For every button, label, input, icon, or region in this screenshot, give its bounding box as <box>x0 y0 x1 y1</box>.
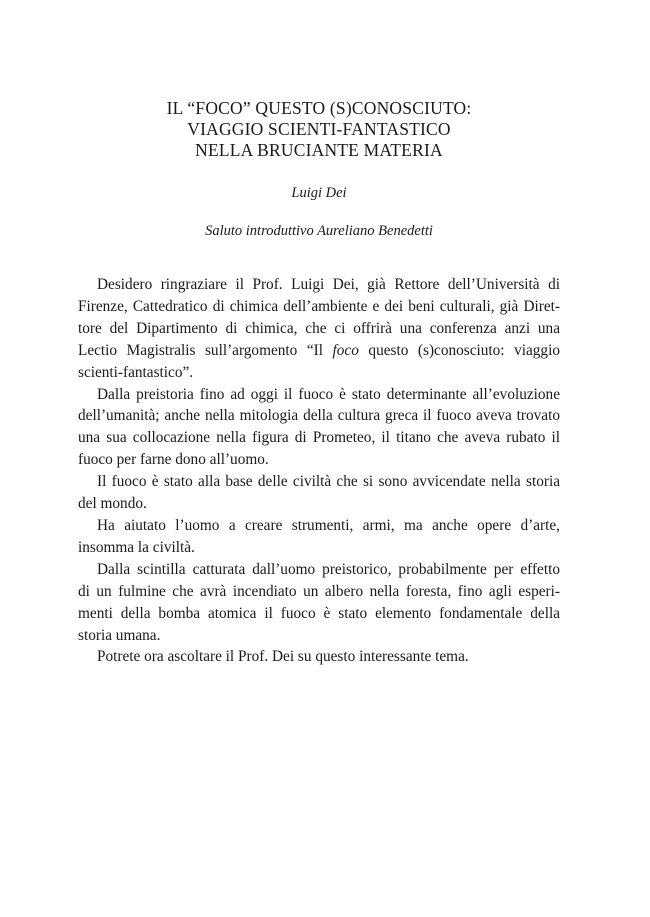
document-page <box>78 98 560 668</box>
text-line <box>78 340 560 362</box>
italic-word: foco <box>332 341 359 359</box>
text-line: Dalla scintilla catturata dall’uomo preistorico, probabilmente per effetto <box>97 560 560 578</box>
paragraph <box>78 274 560 384</box>
text-line: dell’umanità; anche nella mitologia della cultura greca il fuoco aveva trovato <box>78 407 560 425</box>
paragraph <box>78 646 560 668</box>
text-line: Il fuoco è stato alla base delle civiltà che si sono avvicendate nella storia <box>97 473 560 491</box>
text-line: tore del Dipartimento di chimica, che ci offrirà una conferenza anzi una <box>78 319 560 337</box>
text-line: menti della bomba atomica il fuoco è stato elemento fondamentale della <box>78 604 560 622</box>
text-line: Dalla preistoria fino ad oggi il fuoco è stato determinante all’evoluzione <box>97 385 560 403</box>
paragraph <box>78 515 560 559</box>
text-line: Firenze, Cattedratico di chimica dell’ambiente e dei beni culturali, già Diret- <box>78 297 560 315</box>
paragraph <box>78 384 560 472</box>
title-line: IL “FOCO” QUESTO (S)CONOSCIUTO: <box>166 98 472 118</box>
text-line: Potrete ora ascoltare il Prof. Dei su questo interessante tema. <box>97 648 469 666</box>
text-line: insomma la civiltà. <box>78 538 195 556</box>
text-line: scienti-fantastico”. <box>78 363 194 381</box>
author-name: Luigi Dei <box>291 185 347 201</box>
paragraph <box>78 559 560 647</box>
text-run: questo (s)conosciuto: viaggio <box>358 341 560 359</box>
introductory-greeting: Saluto introduttivo Aureliano Benedetti <box>205 223 433 239</box>
body-text <box>78 274 560 668</box>
text-line: di un fulmine che avrà incendiato un albero nella foresta, fino agli esperi- <box>78 582 560 600</box>
document-title <box>78 98 560 161</box>
text-line: una sua collocazione nella figura di Prometeo, il titano che aveva rubato il <box>78 429 560 447</box>
text-line: Desidero ringraziare il Prof. Luigi Dei, già Rettore dell’Università di <box>97 276 560 293</box>
text-run: Lectio Magistralis sull’argomento “Il <box>78 341 333 359</box>
text-line: del mondo. <box>78 495 147 513</box>
text-line: fuoco per farne dono all’uomo. <box>78 451 269 469</box>
title-line: NELLA BRUCIANTE MATERIA <box>195 140 443 160</box>
text-line: storia umana. <box>78 626 161 644</box>
paragraph <box>78 471 560 515</box>
title-line: VIAGGIO SCIENTI-FANTASTICO <box>187 119 451 139</box>
text-line: Ha aiutato l’uomo a creare strumenti, armi, ma anche opere d’arte, <box>97 516 560 534</box>
